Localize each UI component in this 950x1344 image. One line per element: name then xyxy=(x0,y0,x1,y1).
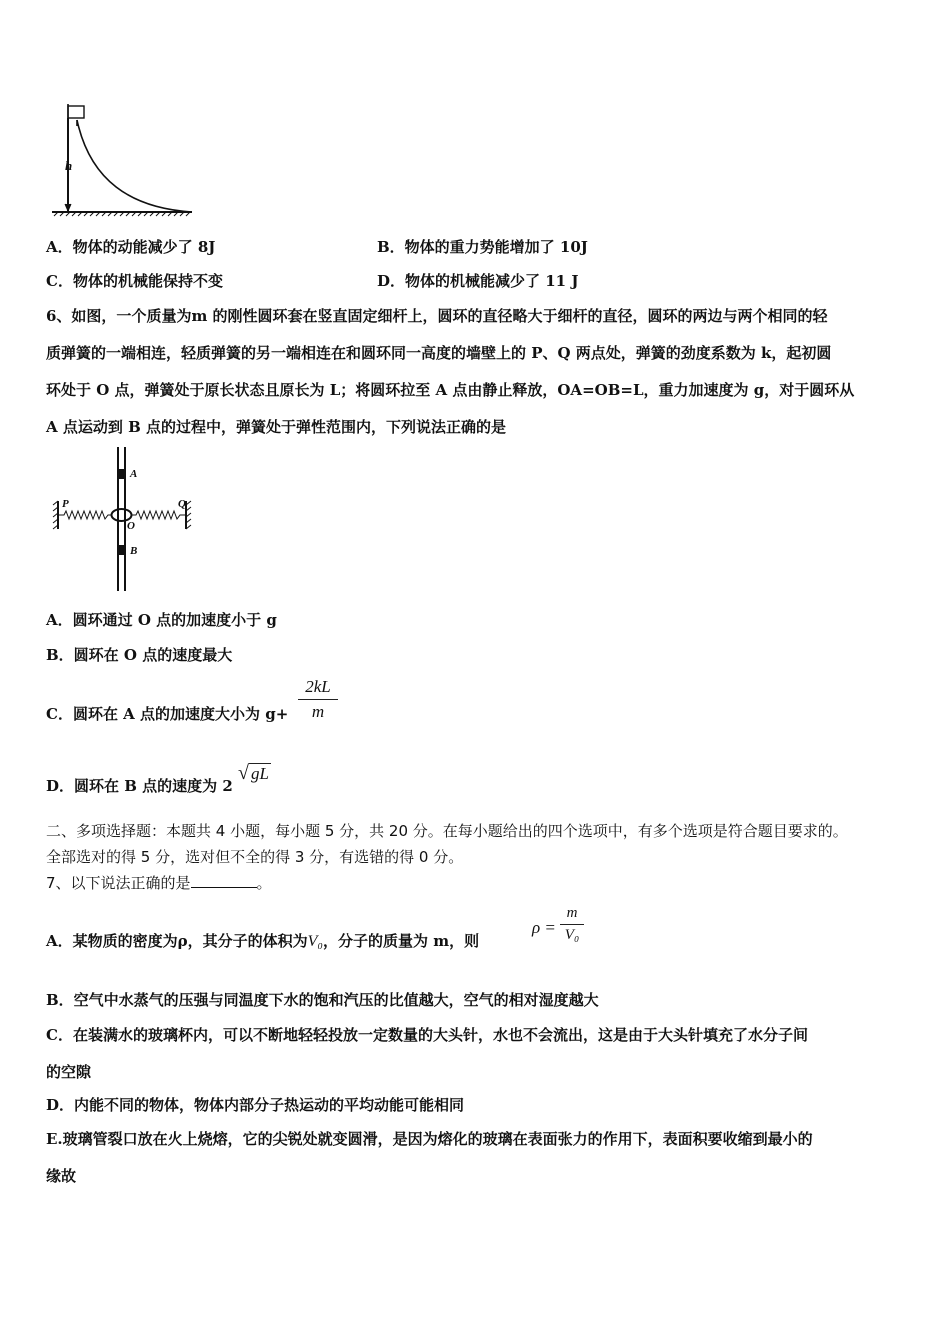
q7-stem xyxy=(46,872,272,893)
answer-blank xyxy=(191,873,257,888)
q7-option-c-line1: C．在装满水的玻璃杯内，可以不断地轻轻投放一定数量的大头针，水也不会流出，这是由于大头针填充了水分子间 xyxy=(46,1026,808,1044)
q7-option-d: D．内能不同的物体，物体内部分子热运动的平均动能可能相同 xyxy=(46,1096,465,1114)
radicand: gL xyxy=(250,764,269,783)
density-denominator: V₀ xyxy=(564,927,580,943)
ring-spring-figure xyxy=(50,445,200,595)
density-lhs: ρ = xyxy=(532,918,556,937)
q6-stem-line4: A 点运动到 B 点的过程中，弹簧处于弹性范围内，下列说法正确的是 xyxy=(46,418,506,436)
fraction-denominator: m xyxy=(311,702,325,721)
q7-option-e-line1: E.玻璃管裂口放在火上烧熔，它的尖锐处就变圆滑，是因为熔化的玻璃在表面张力的作用下，表面积要收缩到最小的 xyxy=(46,1130,813,1148)
volume-symbol: V₀ xyxy=(307,933,323,950)
q5-option-a: A．物体的动能减少了 8J xyxy=(46,238,216,256)
fraction-numerator: 2kL xyxy=(305,677,331,696)
q6-option-d-sqrt: √ gL xyxy=(238,762,269,784)
point-a-label: A xyxy=(130,468,138,480)
q6-stem-line2: 质弹簧的一端相连，轻质弹簧的另一端相连在和圆环同一高度的墙壁上的 P、Q 两点处，弹簧的劲度系数为 k，起初圆 xyxy=(46,344,832,362)
section2-heading-line2: 全部选对的得 5 分，选对但不全的得 3 分，有选错的得 0 分。 xyxy=(46,848,464,866)
q6-stem-line3: 环处于 O 点，弹簧处于原长状态且原长为 L；将圆环拉至 A 点由静止释放，OA=OB=L，重力加速度为 g，对于圆环从 xyxy=(46,381,855,399)
q5-option-d: D．物体的机械能减少了 11 J xyxy=(377,272,579,290)
q7-stem-end: 。 xyxy=(256,874,272,892)
density-fraction xyxy=(560,905,584,944)
q7-option-c-line2: 的空隙 xyxy=(46,1063,92,1081)
height-label: h xyxy=(65,158,73,173)
q5-option-b: B．物体的重力势能增加了 10J xyxy=(377,238,588,256)
point-p-label: P xyxy=(62,498,69,510)
q6-option-d: D．圆环在 B 点的速度为 2 xyxy=(46,777,233,795)
point-o-label: O xyxy=(127,520,135,532)
q7-option-a-text1: A．某物质的密度为ρ，其分子的体积为 xyxy=(46,932,308,950)
q7-option-b: B．空气中水蒸气的压强与同温度下水的饱和汽压的比值越大，空气的相对湿度越大 xyxy=(46,991,599,1009)
q7-stem-text: 7、以下说法正确的是 xyxy=(46,874,191,892)
q6-option-b: B．圆环在 O 点的速度最大 xyxy=(46,646,233,664)
q7-option-a-text2: ，分子的质量为 m，则 xyxy=(322,932,480,950)
q6-stem-line1: 6、如图，一个质量为m 的刚性圆环套在竖直固定细杆上，圆环的直径略大于细杆的直径，圆环的两边与两个相同的轻 xyxy=(46,307,828,325)
q6-option-c: C．圆环在 A 点的加速度大小为 g+ xyxy=(46,705,289,723)
q7-option-a xyxy=(46,930,479,951)
density-numerator: m xyxy=(566,905,578,921)
slope-figure xyxy=(50,100,200,220)
point-q-label: Q xyxy=(178,498,186,510)
q7-option-e-line2: 缘故 xyxy=(46,1167,77,1185)
section2-heading-line1: 二、多项选择题：本题共 4 小题，每小题 5 分，共 20 分。在每小题给出的四个选项中，有多个选项是符合题目要求的。 xyxy=(46,822,848,840)
q6-option-c-fraction xyxy=(298,677,338,722)
q5-option-c: C．物体的机械能保持不变 xyxy=(46,272,223,290)
q6-option-a: A．圆环通过 O 点的加速度小于 g xyxy=(46,611,277,629)
point-b-label: B xyxy=(130,545,138,557)
